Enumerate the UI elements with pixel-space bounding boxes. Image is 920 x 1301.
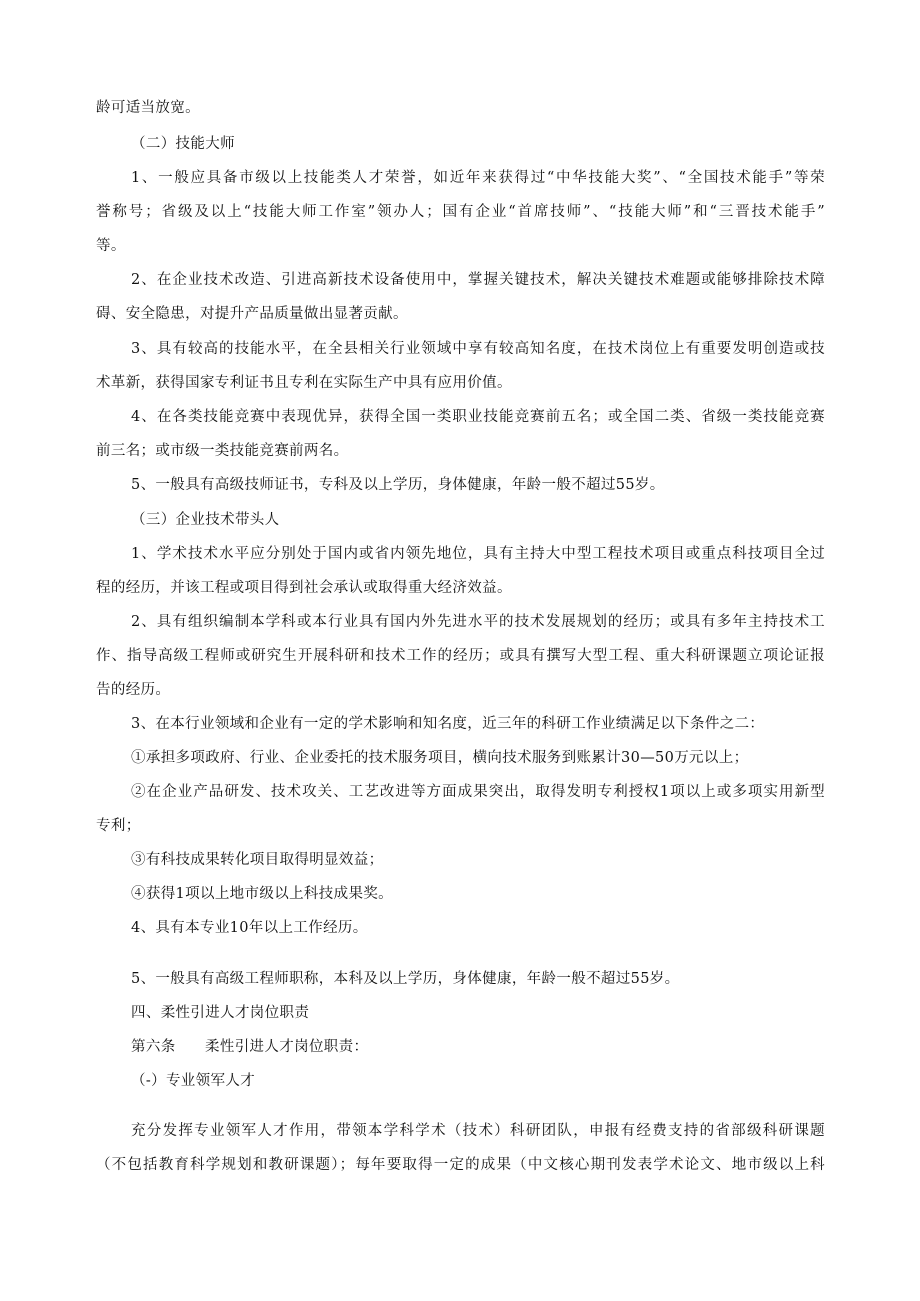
list-item: ①承担多项政府、行业、企业委托的技术服务项目，横向技术服务到账累计30—50万元以上；	[131, 750, 749, 766]
list-item: ③有科技成果转化项目取得明显效益；	[131, 852, 384, 868]
text-line: 3、具有较高的技能水平，在全县相关行业领域中享有较高知名度，在技术岗位上有重要发明创造或技	[131, 341, 825, 357]
text-line: 作、指导高级工程师或研究生开展科研和技术工作的经历；或具有撰写大型工程、重大科研课题立项论证报	[96, 648, 825, 664]
section-heading: （-）专业领军人才	[131, 1073, 256, 1089]
text-line: 2、在企业技术改造、引进高新技术设备使用中，掌握关键技术，解决关键技术难题或能够排除技术障	[131, 272, 825, 288]
list-item: ②在企业产品研发、技术攻关、工艺改进等方面成果突出，取得发明专利授权1项以上或多项实用新型	[131, 784, 825, 800]
section-heading: （二）技能大师	[131, 136, 235, 152]
text-line: 告的经历。	[96, 682, 171, 698]
text-line: 碍、安全隐患，对提升产品质量做出显著贡献。	[96, 306, 408, 322]
text-line: 5、一般具有高级工程师职称，本科及以上学历，身体健康，年龄一般不超过55岁。	[131, 971, 680, 987]
text-line: 前三名；或市级一类技能竞赛前两名。	[96, 443, 349, 459]
text-line: 1、一般应具备市级以上技能类人才荣誉，如近年来获得过“中华技能大奖”、“全国技术能手”等荣	[131, 170, 825, 186]
text-line: 充分发挥专业领军人才作用，带领本学科学术（技术）科研团队，申报有经费支持的省部级科研课题	[131, 1123, 825, 1139]
text-line: 4、在各类技能竞赛中表现优异，获得全国一类职业技能竞赛前五名；或全国二类、省级一类技能竞赛	[131, 409, 825, 425]
text-line: 5、一般具有高级技师证书，专科及以上学历，身体健康，年龄一般不超过55岁。	[131, 477, 665, 493]
text-line: 2、具有组织编制本学科或本行业具有国内外先进水平的技术发展规划的经历；或具有多年主持技术工	[131, 614, 825, 630]
list-item: ④获得1项以上地市级以上科技成果奖。	[131, 886, 394, 902]
text-line: 等。	[96, 238, 126, 254]
text-line: （不包括教育科学规划和教研课题）；每年要取得一定的成果（中文核心期刊发表学术论文、地市级以上科	[96, 1157, 825, 1173]
text-line: 3、在本行业领域和企业有一定的学术影响和知名度，近三年的科研工作业绩满足以下条件之二：	[131, 716, 765, 732]
text-line: 1、学术技术水平应分别处于国内或省内领先地位，具有主持大中型工程技术项目或重点科技项目全过	[131, 546, 825, 562]
article-title: 柔性引进人才岗位职责：	[205, 1039, 369, 1055]
text-line: 程的经历，并该工程或项目得到社会承认或取得重大经济效益。	[96, 580, 512, 596]
article-number: 第六条	[131, 1039, 176, 1055]
text-line: 誉称号；省级及以上“技能大师工作室”领办人；国有企业“首席技师”、“技能大师”和“三晋技术能手”	[96, 204, 825, 220]
text-line: 专利；	[96, 818, 141, 834]
section-heading: 四、柔性引进人才岗位职责	[131, 1005, 310, 1021]
text-line: 术革新，获得国家专利证书且专利在实际生产中具有应用价值。	[96, 375, 512, 391]
text-line: 龄可适当放宽。	[96, 100, 200, 116]
text-line: 4、具有本专业10年以上工作经历。	[131, 920, 368, 936]
section-heading: （三）企业技术带头人	[131, 512, 280, 528]
